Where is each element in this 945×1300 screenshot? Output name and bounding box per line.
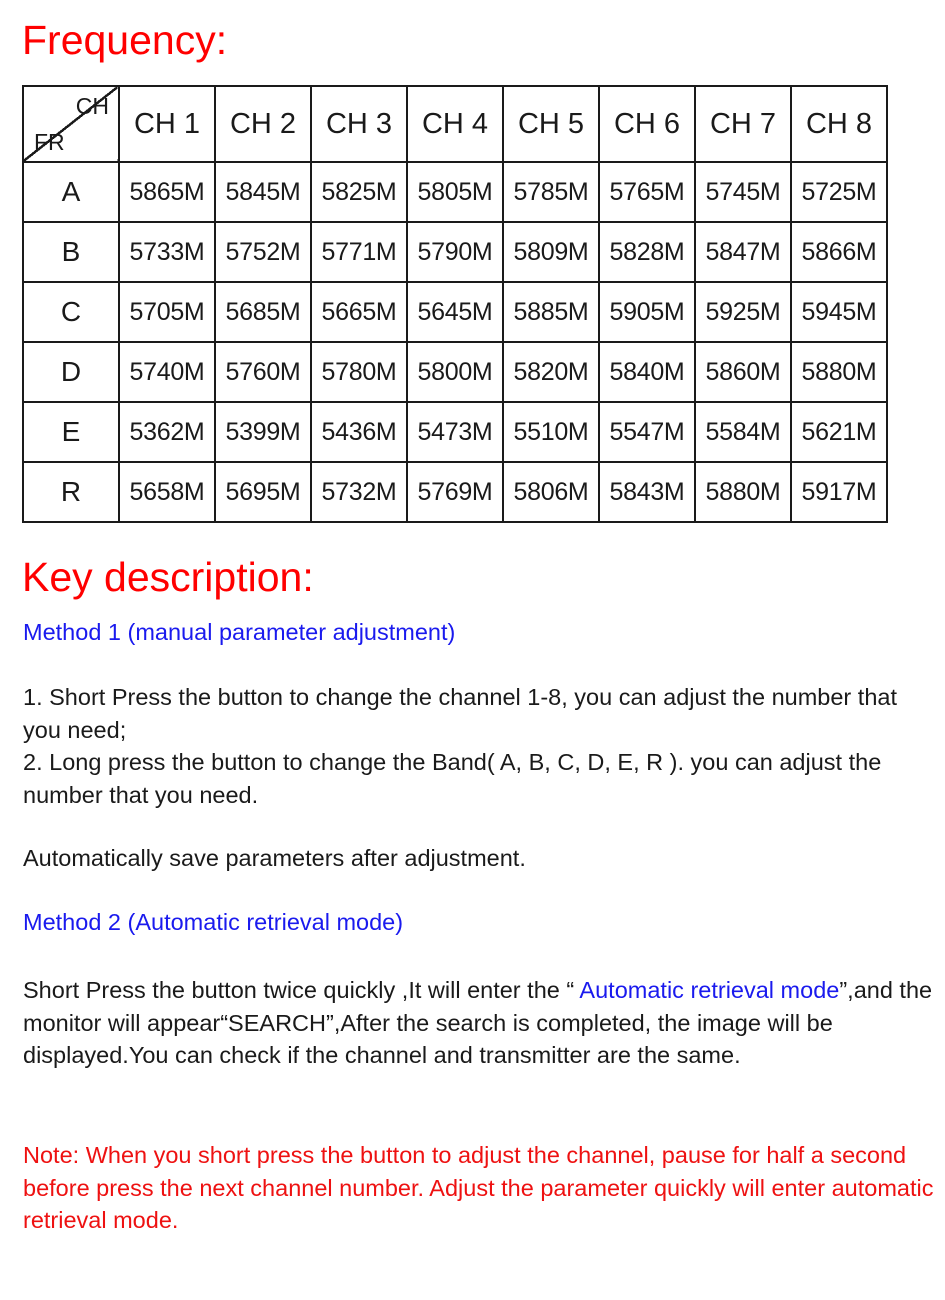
band-label: R	[23, 462, 119, 522]
band-label: E	[23, 402, 119, 462]
channel-header: CH 4	[407, 86, 503, 162]
frequency-cell: 5866M	[791, 222, 887, 282]
band-label: D	[23, 342, 119, 402]
method2-title: Method 2 (Automatic retrieval mode)	[23, 909, 404, 935]
frequency-heading: Frequency:	[22, 17, 228, 63]
frequency-cell: 5765M	[599, 162, 695, 222]
table-header-row	[23, 86, 887, 162]
channel-header: CH 6	[599, 86, 695, 162]
method1-title: Method 1 (manual parameter adjustment)	[23, 619, 456, 645]
frequency-cell: 5825M	[311, 162, 407, 222]
frequency-cell: 5621M	[791, 402, 887, 462]
key-description-heading: Key description:	[22, 554, 314, 600]
frequency-cell: 5760M	[215, 342, 311, 402]
frequency-cell: 5685M	[215, 282, 311, 342]
frequency-cell: 5780M	[311, 342, 407, 402]
frequency-cell: 5945M	[791, 282, 887, 342]
frequency-cell: 5905M	[599, 282, 695, 342]
frequency-cell: 5828M	[599, 222, 695, 282]
frequency-cell: 5473M	[407, 402, 503, 462]
frequency-cell: 5399M	[215, 402, 311, 462]
frequency-cell: 5785M	[503, 162, 599, 222]
band-label: B	[23, 222, 119, 282]
method1-step1: 1. Short Press the button to change the channel 1-8, you can adjust the number that you need;	[23, 684, 897, 743]
channel-header: CH 8	[791, 86, 887, 162]
frequency-cell: 5436M	[311, 402, 407, 462]
table-corner-cell	[23, 86, 119, 162]
frequency-cell: 5790M	[407, 222, 503, 282]
frequency-cell: 5658M	[119, 462, 215, 522]
frequency-cell: 5806M	[503, 462, 599, 522]
table-row	[23, 402, 887, 462]
method2-desc-part1: Short Press the button twice quickly ,It will enter the “	[23, 977, 580, 1003]
corner-ch-label: CH	[75, 93, 109, 119]
table-row	[23, 222, 887, 282]
table-row	[23, 342, 887, 402]
band-label: C	[23, 282, 119, 342]
frequency-cell: 5362M	[119, 402, 215, 462]
frequency-cell: 5860M	[695, 342, 791, 402]
table-row	[23, 462, 887, 522]
frequency-cell: 5865M	[119, 162, 215, 222]
frequency-cell: 5547M	[599, 402, 695, 462]
corner-fr-label: FR	[34, 129, 65, 155]
frequency-cell: 5769M	[407, 462, 503, 522]
method1-steps	[23, 681, 935, 811]
method2-desc-highlight: Automatic retrieval mode	[579, 977, 840, 1003]
frequency-cell: 5584M	[695, 402, 791, 462]
method2-desc-part2: ”,and the monitor will appear“SEARCH”,After the search is completed, the image will be displayed.You can check if the channel and transmitter are the same.	[23, 977, 933, 1068]
frequency-cell: 5880M	[791, 342, 887, 402]
frequency-cell: 5820M	[503, 342, 599, 402]
frequency-cell: 5705M	[119, 282, 215, 342]
frequency-cell: 5645M	[407, 282, 503, 342]
frequency-cell: 5665M	[311, 282, 407, 342]
method2-description	[23, 974, 935, 1072]
frequency-cell: 5510M	[503, 402, 599, 462]
frequency-table	[22, 85, 888, 523]
frequency-cell: 5885M	[503, 282, 599, 342]
frequency-cell: 5843M	[599, 462, 695, 522]
table-row	[23, 162, 887, 222]
autosave-note: Automatically save parameters after adjustment.	[23, 845, 526, 871]
channel-header: CH 1	[119, 86, 215, 162]
table-row	[23, 282, 887, 342]
frequency-cell: 5840M	[599, 342, 695, 402]
channel-header: CH 2	[215, 86, 311, 162]
channel-header: CH 5	[503, 86, 599, 162]
frequency-cell: 5733M	[119, 222, 215, 282]
frequency-cell: 5880M	[695, 462, 791, 522]
frequency-cell: 5917M	[791, 462, 887, 522]
frequency-cell: 5745M	[695, 162, 791, 222]
frequency-cell: 5740M	[119, 342, 215, 402]
frequency-cell: 5771M	[311, 222, 407, 282]
method1-step2: 2. Long press the button to change the Band( A, B, C, D, E, R ). you can adjust the number that you need.	[23, 749, 882, 808]
channel-header: CH 3	[311, 86, 407, 162]
channel-header: CH 7	[695, 86, 791, 162]
frequency-cell: 5800M	[407, 342, 503, 402]
frequency-cell: 5695M	[215, 462, 311, 522]
frequency-cell: 5925M	[695, 282, 791, 342]
frequency-cell: 5732M	[311, 462, 407, 522]
frequency-cell: 5725M	[791, 162, 887, 222]
frequency-cell: 5847M	[695, 222, 791, 282]
note-text: Note: When you short press the button to adjust the channel, pause for half a second before press the next channel number. Adjust the parameter quickly will enter automatic retrieval mode.	[23, 1142, 934, 1233]
band-label: A	[23, 162, 119, 222]
frequency-cell: 5805M	[407, 162, 503, 222]
frequency-cell: 5809M	[503, 222, 599, 282]
frequency-cell: 5752M	[215, 222, 311, 282]
frequency-cell: 5845M	[215, 162, 311, 222]
